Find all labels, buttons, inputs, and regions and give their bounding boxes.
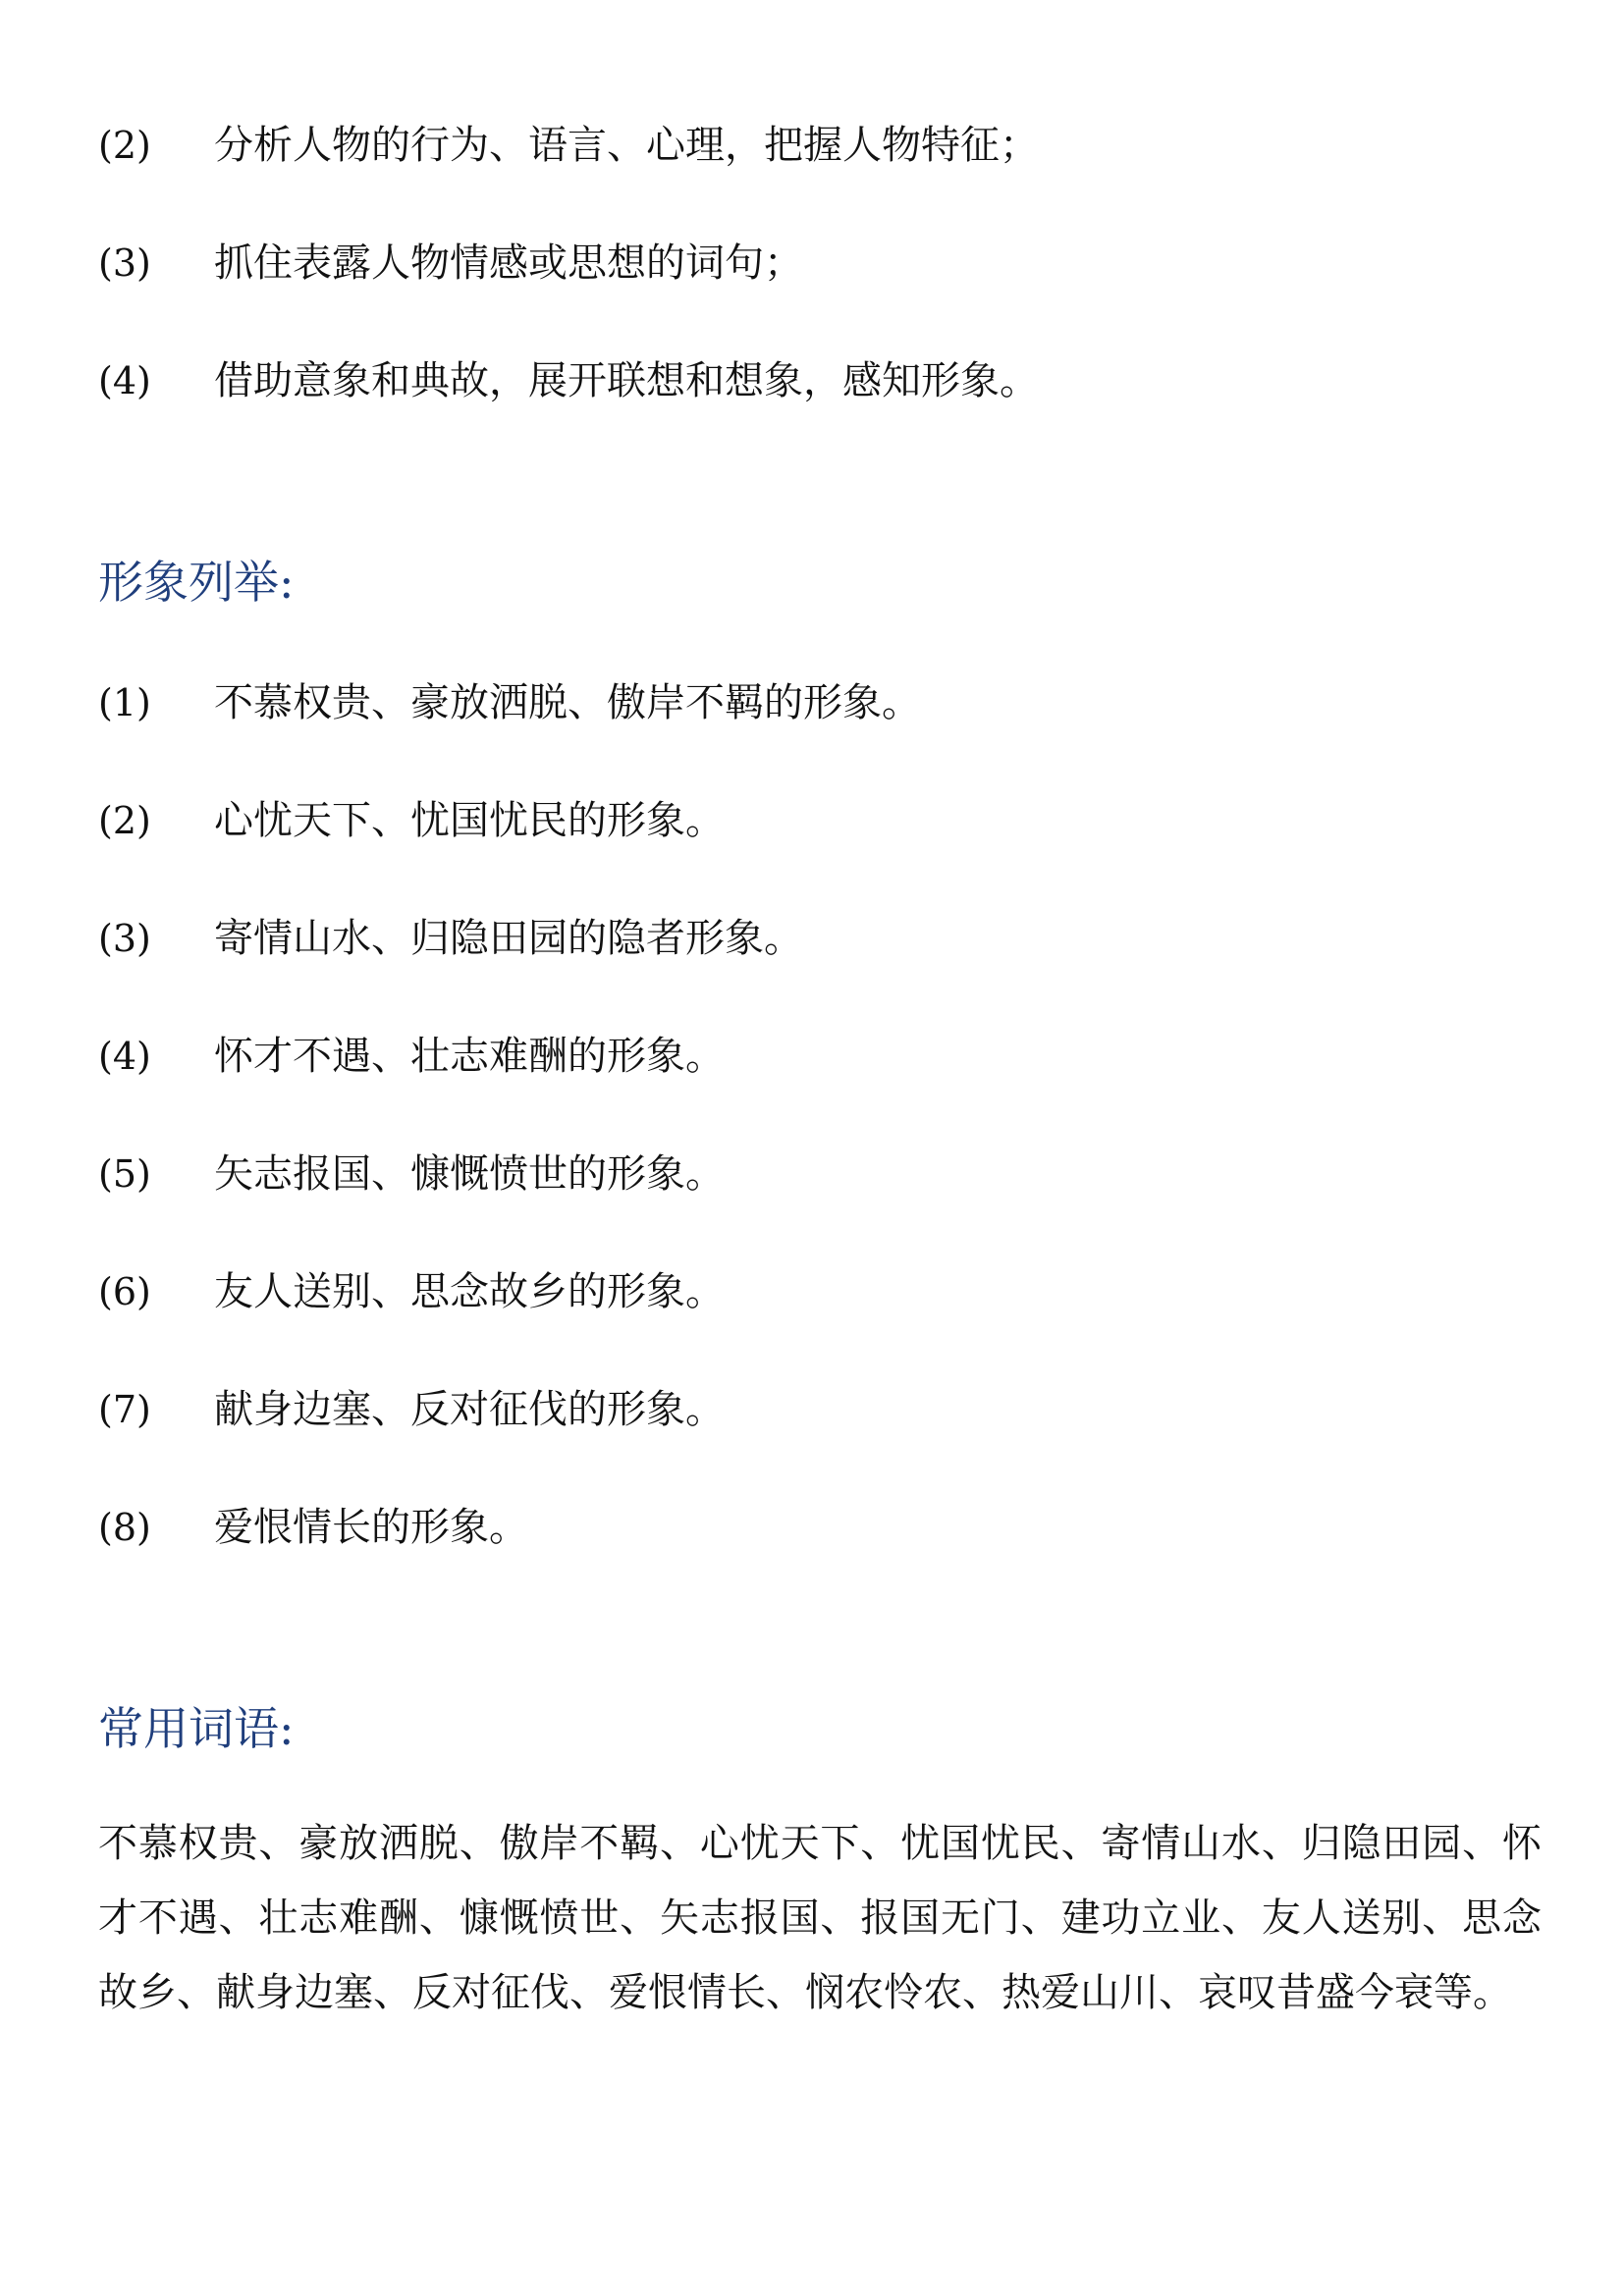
item-text: 矢志报国、慷慨愤世的形象。 [214,1151,725,1197]
image-item-1 [98,673,921,732]
image-item-7 [98,1380,725,1439]
item-text: 爱恨情长的形象。 [214,1505,528,1550]
item-number: (8) [98,1506,151,1549]
item-text: 献身边塞、反对征伐的形象。 [214,1387,725,1432]
image-item-4 [98,1027,725,1086]
step-text: 分析人物的行为、语言、心理，把握人物特征； [214,123,1039,168]
item-text: 怀才不遇、壮志难酬的形象。 [214,1034,725,1079]
image-item-6 [98,1262,725,1321]
step-number: (2) [98,124,151,167]
item-number: (7) [98,1388,151,1431]
item-text: 寄情山水、归隐田园的隐者形象。 [214,916,803,961]
item-number: (6) [98,1270,151,1313]
step-text: 借助意象和典故，展开联想和想象，感知形象。 [214,358,1039,403]
intro-step-2 [98,116,1039,175]
step-text: 抓住表露人物情感或思想的词句； [214,240,803,286]
intro-step-4 [98,351,1039,410]
image-item-5 [98,1145,725,1203]
item-number: (5) [98,1152,151,1196]
step-number: (3) [98,241,151,285]
images-section-heading: 形象列举: [98,556,295,609]
common-words-paragraph: 不慕权贵、豪放洒脱、傲岸不羁、心忧天下、忧国忧民、寄情山水、归隐田园、怀才不遇、壮志难酬、慷慨愤世、矢志报国、报国无门、建功立业、友人送别、思念故乡、献身边塞、反对征伐、爱恨情长、悯农怜农、热爱山川、哀叹昔盛今衰等。 [98,1821,1542,2015]
item-number: (1) [98,681,151,724]
image-item-8 [98,1498,528,1557]
step-number: (4) [98,359,151,402]
words-section-heading: 常用词语: [98,1702,295,1755]
image-item-2 [98,791,725,850]
image-item-3 [98,909,803,968]
item-number: (2) [98,799,151,842]
item-number: (4) [98,1035,151,1078]
item-text: 友人送别、思念故乡的形象。 [214,1269,725,1314]
item-text: 心忧天下、忧国忧民的形象。 [214,798,725,843]
intro-step-3 [98,234,803,293]
item-text: 不慕权贵、豪放洒脱、傲岸不羁的形象。 [214,680,921,725]
item-number: (3) [98,917,151,960]
